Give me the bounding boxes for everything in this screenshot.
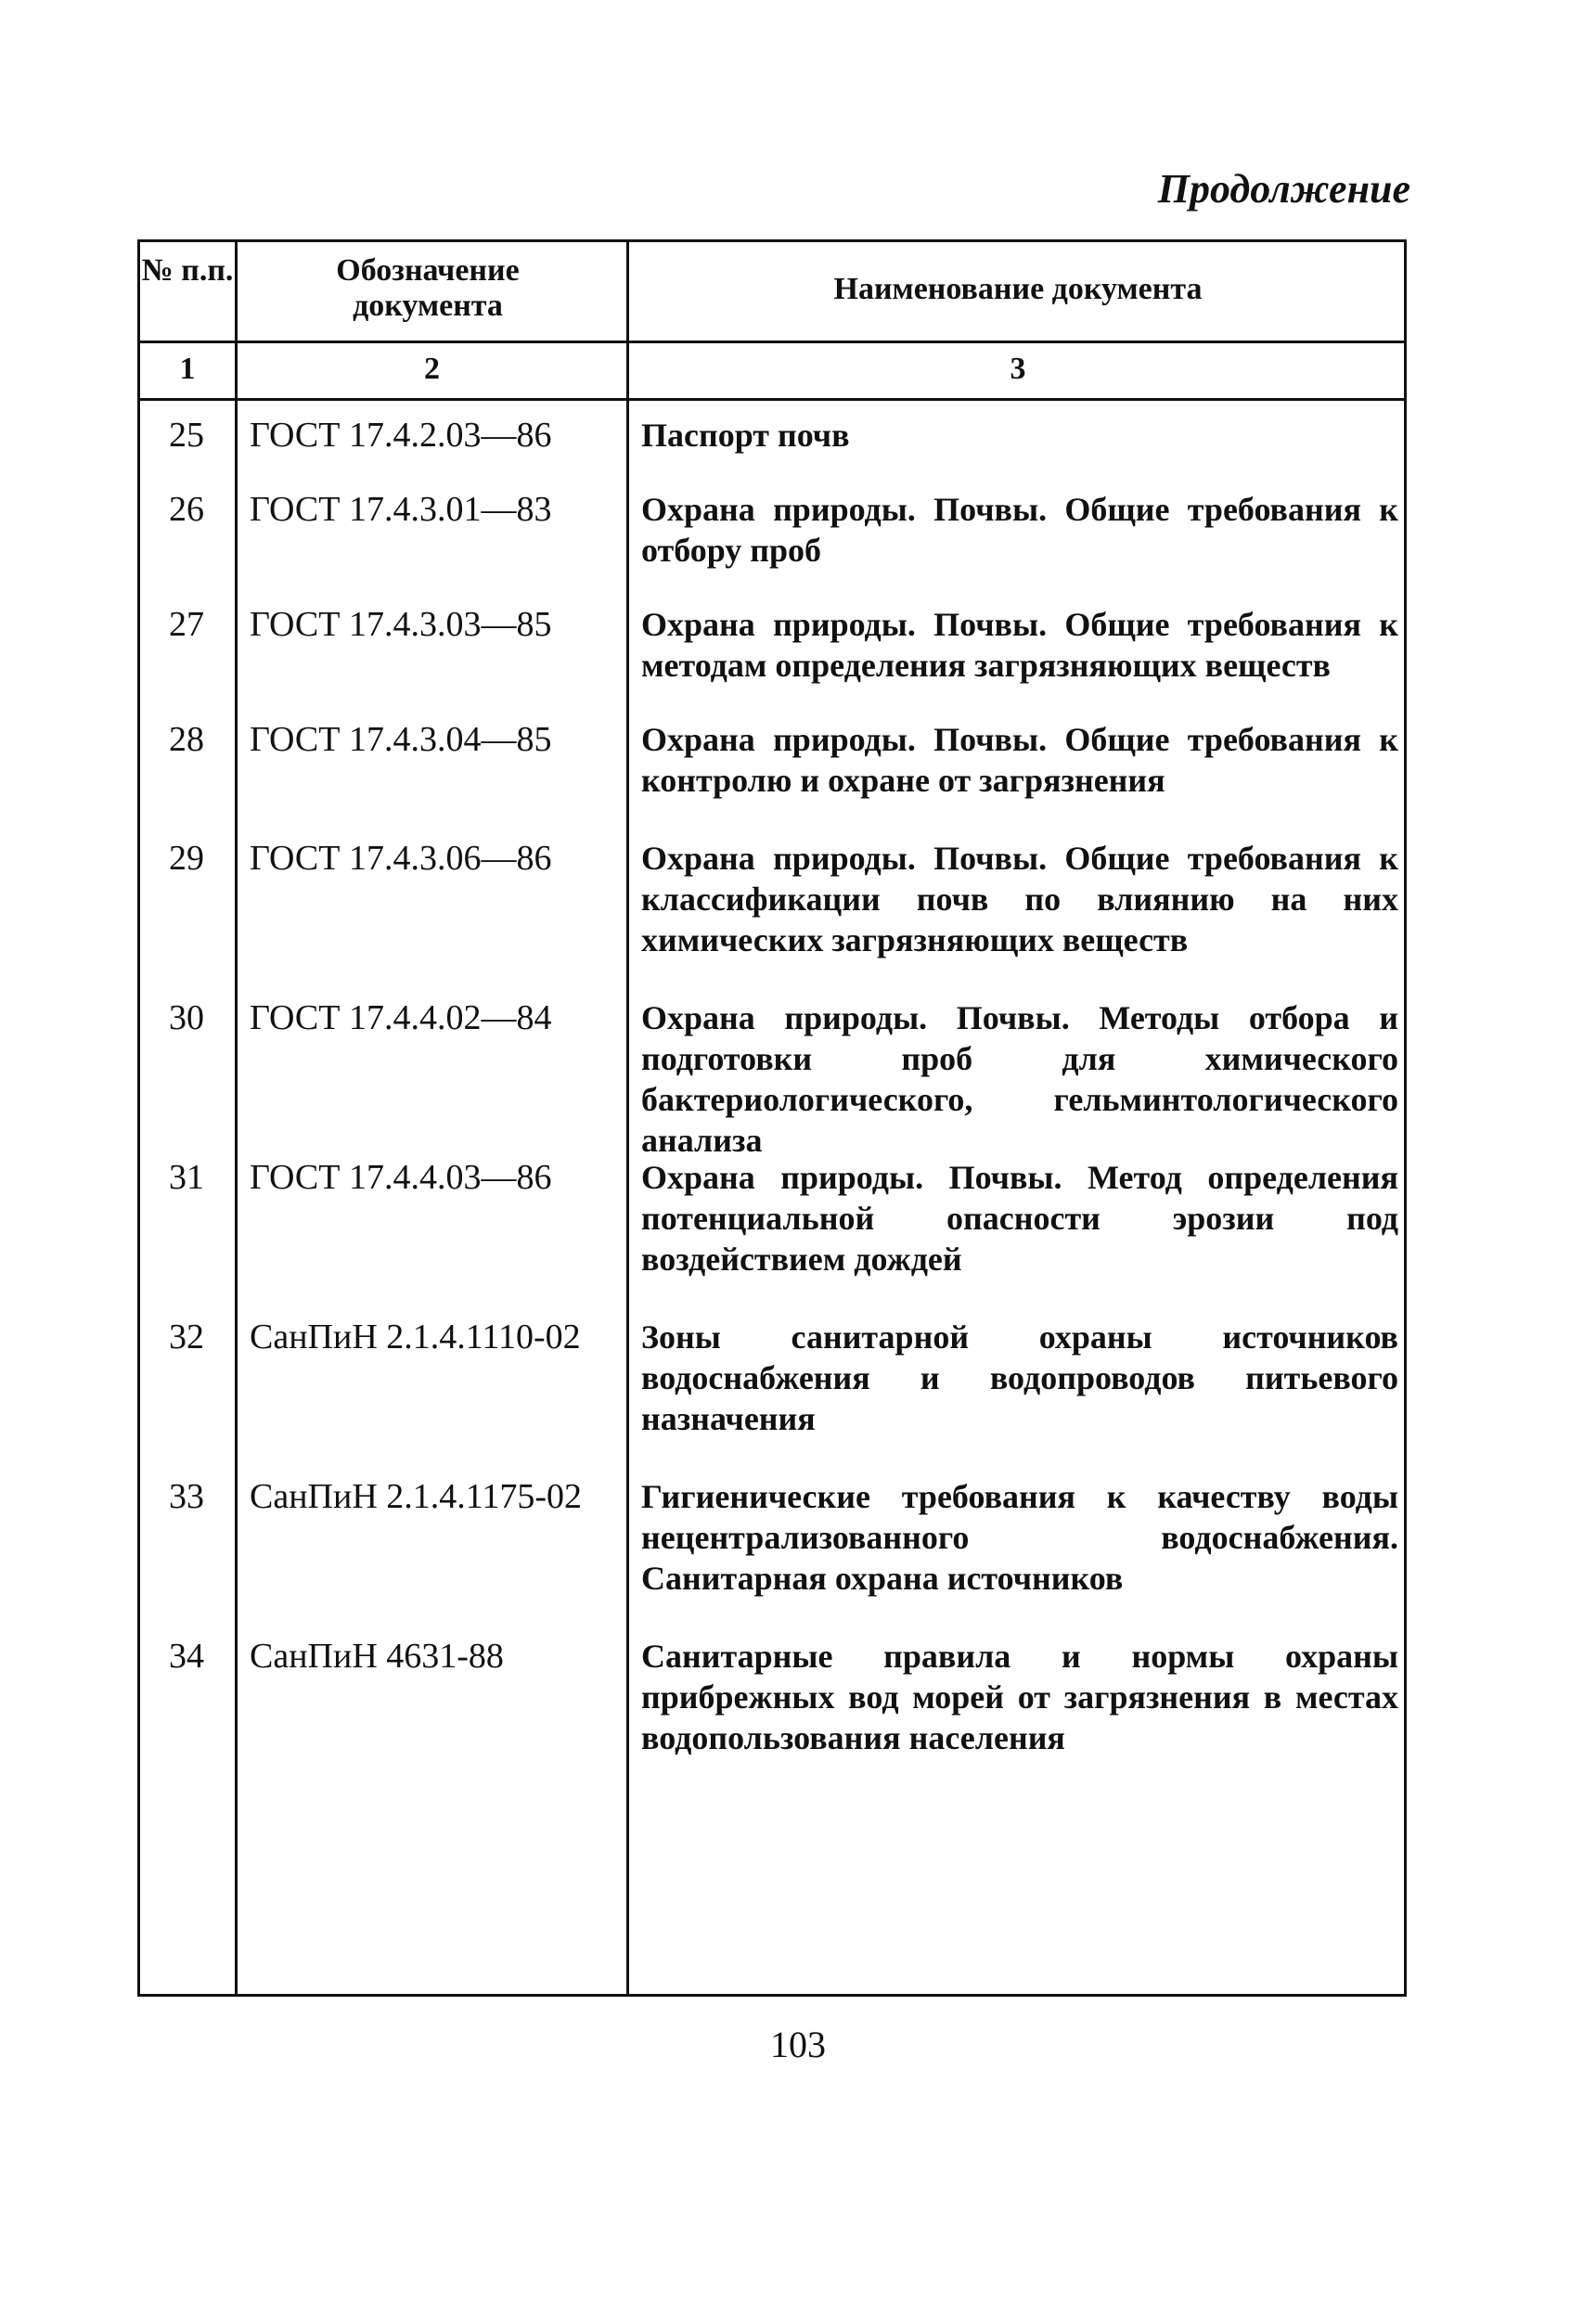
row-number: 25 bbox=[169, 416, 204, 455]
header-divider bbox=[140, 341, 1404, 343]
row-number: 32 bbox=[169, 1318, 204, 1356]
column-number-1: 1 bbox=[179, 352, 196, 386]
continuation-label: Продолжение bbox=[1157, 166, 1410, 212]
row-number: 28 bbox=[169, 720, 204, 759]
document-code: ГОСТ 17.4.3.04—85 bbox=[250, 720, 552, 759]
page-number: 103 bbox=[770, 2024, 826, 2065]
row-number: 27 bbox=[169, 605, 204, 644]
document-name: Охрана природы. Почвы. Метод определения потенциальной опасности эрозии под воздействием дождей bbox=[641, 1159, 1398, 1278]
document-name: Санитарные правила и нормы охраны прибрежных вод морей от загрязнения в местах водопользования населения bbox=[641, 1638, 1398, 1756]
row-number: 30 bbox=[169, 998, 204, 1037]
header-number: № п.п. bbox=[141, 253, 234, 288]
column-number-2: 2 bbox=[424, 352, 440, 386]
document-name: Охрана природы. Почвы. Методы отбора и подготовки проб для химического бактериологического, гельминтологического анализа bbox=[641, 999, 1398, 1159]
document-code: ГОСТ 17.4.3.06—86 bbox=[250, 839, 552, 878]
document-name: Охрана природы. Почвы. Общие требования к отбору проб bbox=[641, 491, 1398, 569]
header-name: Наименование документа bbox=[833, 272, 1203, 306]
document-name: Гигиенические требования к качеству воды нецентрализованного водоснабжения. Санитарная охрана источников bbox=[641, 1478, 1398, 1597]
row-number: 26 bbox=[169, 490, 204, 529]
document-code: ГОСТ 17.4.3.01—83 bbox=[250, 490, 552, 529]
documents-table bbox=[137, 239, 1407, 1997]
header-divider bbox=[140, 398, 1404, 401]
document-code: ГОСТ 17.4.2.03—86 bbox=[250, 416, 552, 455]
row-number: 34 bbox=[169, 1637, 204, 1676]
document-code: СанПиН 4631-88 bbox=[250, 1637, 504, 1676]
column-divider bbox=[235, 242, 238, 1994]
document-name: Паспорт почв bbox=[641, 417, 850, 454]
document-name: Зоны санитарной охраны источников водоснабжения и водопроводов питьевого назначения bbox=[641, 1318, 1398, 1437]
document-code: ГОСТ 17.4.4.03—86 bbox=[250, 1158, 552, 1197]
document-name: Охрана природы. Почвы. Общие требования к контролю и охране от загрязнения bbox=[641, 721, 1398, 799]
row-number: 33 bbox=[169, 1477, 204, 1516]
document-code: СанПиН 2.1.4.1175-02 bbox=[250, 1477, 583, 1516]
row-number: 29 bbox=[169, 839, 204, 878]
header-code: Обозначение документа bbox=[336, 253, 520, 323]
document-code: ГОСТ 17.4.4.02—84 bbox=[250, 998, 552, 1037]
column-number-3: 3 bbox=[1010, 352, 1026, 386]
document-code: СанПиН 2.1.4.1110-02 bbox=[250, 1318, 581, 1356]
document-name: Охрана природы. Почвы. Общие требования к методам определения загрязняющих веществ bbox=[641, 606, 1398, 684]
row-number: 31 bbox=[169, 1158, 204, 1197]
document-name: Охрана природы. Почвы. Общие требования к классификации почв по влиянию на них химических загрязняющих веществ bbox=[641, 840, 1398, 958]
document-code: ГОСТ 17.4.3.03—85 bbox=[250, 605, 552, 644]
